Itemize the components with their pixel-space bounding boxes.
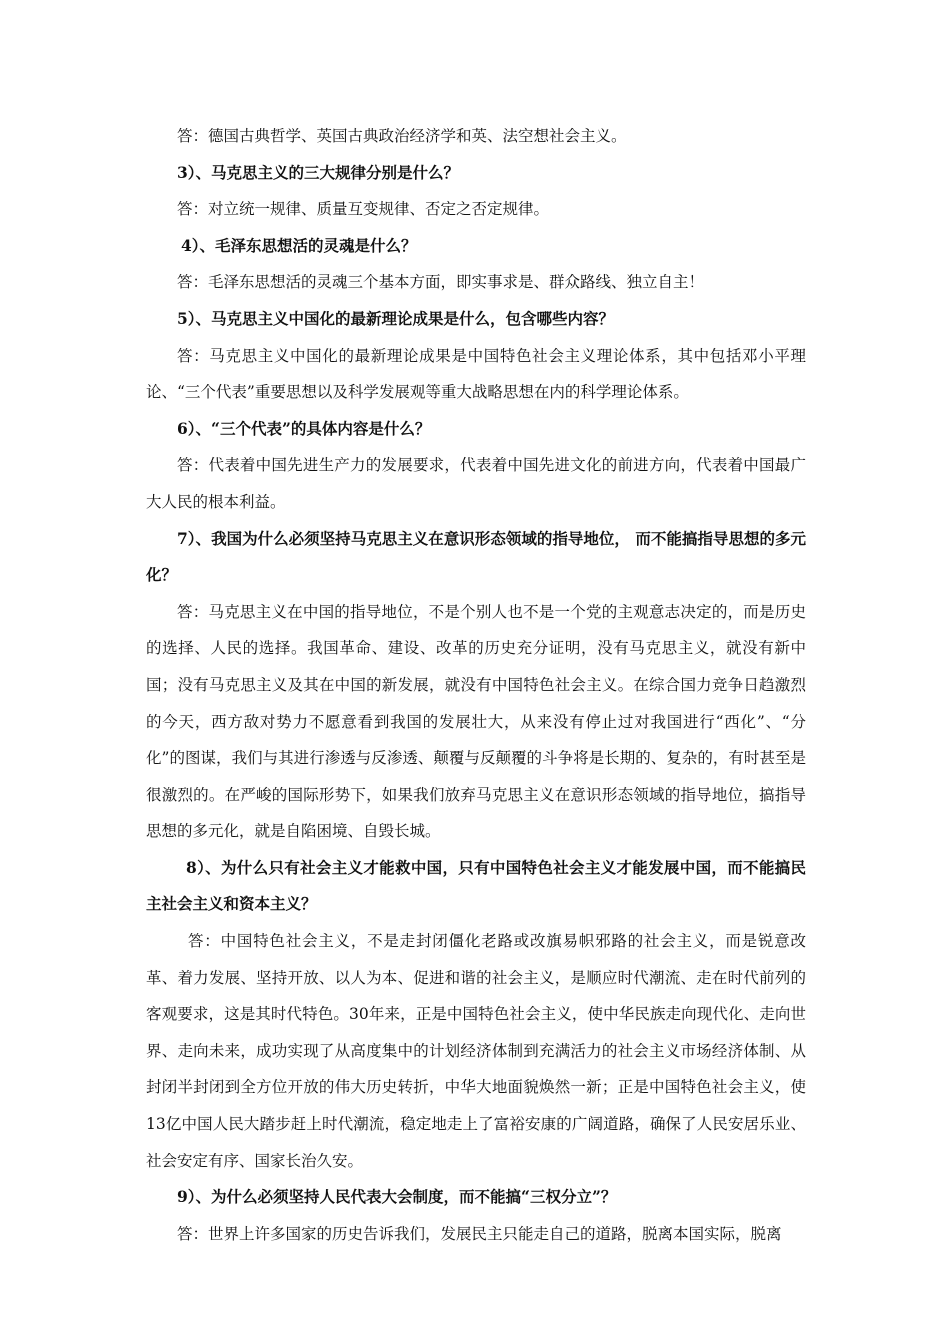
answer-paragraph: 答：毛泽东思想活的灵魂三个基本方面，即实事求是、群众路线、独立自主！ <box>177 273 705 292</box>
answer-paragraph: 答：对立统一规律、质量互变规律、否定之否定规律。 <box>177 200 550 219</box>
document-body <box>146 118 806 1252</box>
question-heading: 3）、马克思主义的三大规律分别是什么？ <box>177 162 460 182</box>
question-heading: 8）、为什么只有社会主义才能救中国，只有中国特色社会主义才能发展中国，而不能搞民主社会主义和资本主义？ <box>146 857 806 914</box>
answer-paragraph: 答：代表着中国先进生产力的发展要求，代表着中国先进文化的前进方向，代表着中国最广大人民的根本利益。 <box>146 456 806 511</box>
answer-paragraph: 答：世界上许多国家的历史告诉我们，发展民主只能走自己的道路，脱离本国实际，脱离 <box>177 1224 782 1243</box>
answer-paragraph: 答：德国古典哲学、英国古典政治经济学和英、法空想社会主义。 <box>177 127 627 145</box>
answer-paragraph: 答：中国特色社会主义，不是走封闭僵化老路或改旗易帜邪路的社会主义，而是锐意改革、着力发展、坚持开放、以人为本、促进和谐的社会主义，是顺应时代潮流、走在时代前列的客观要求，这是其时代特色。30年来，正是中国特色社会主义，使中华民族走向现代化、走向世界、走向未来，成功实现了从高度集中的计划经济体制到充满活力的社会主义市场经济体制、从封闭半封闭到全方位开放的伟大历史转折，中华大地面貌焕然一新；正是中国特色社会主义，使13亿中国人民大踏步赶上时代潮流，稳定地走上了富裕安康的广阔道路，确保了人民安居乐业、社会安定有序、国家长治久安。 <box>146 932 806 1170</box>
answer-paragraph: 答：马克思主义中国化的最新理论成果是中国特色社会主义理论体系，其中包括邓小平理论、“三个代表”重要思想以及科学发展观等重大战略思想在内的科学理论体系。 <box>146 346 806 402</box>
question-heading: 9）、为什么必须坚持人民代表大会制度，而不能搞“三权分立”？ <box>177 1187 617 1207</box>
answer-paragraph: 答：马克思主义在中国的指导地位，不是个别人也不是一个党的主观意志决定的，而是历史的选择、人民的选择。我国革命、建设、改革的历史充分证明，没有马克思主义，就没有新中国；没有马克思主义及其在中国的新发展，就没有中国特色社会主义。在综合国力竞争日趋激烈的今天，西方敌对势力不愿意看到我国的发展壮大，从来没有停止过对我国进行“西化”、“分化”的图谋，我们与其进行渗透与反渗透、颠覆与反颠覆的斗争将是长期的、复杂的，有时甚至是很激烈的。在严峻的国际形势下，如果我们放弃马克思主义在意识形态领域的指导地位，搞指导思想的多元化，就是自陷困境、自毁长城。 <box>146 602 806 841</box>
question-heading: 5）、马克思主义中国化的最新理论成果是什么，包含哪些内容？ <box>177 308 615 328</box>
question-heading: 6）、“三个代表”的具体内容是什么？ <box>177 418 431 438</box>
question-heading: 4）、毛泽东思想活的灵魂是什么？ <box>181 235 417 255</box>
question-heading: 7）、我国为什么必须坚持马克思主义在意识形态领域的指导地位， 而不能搞指导思想的多元化？ <box>146 528 806 585</box>
